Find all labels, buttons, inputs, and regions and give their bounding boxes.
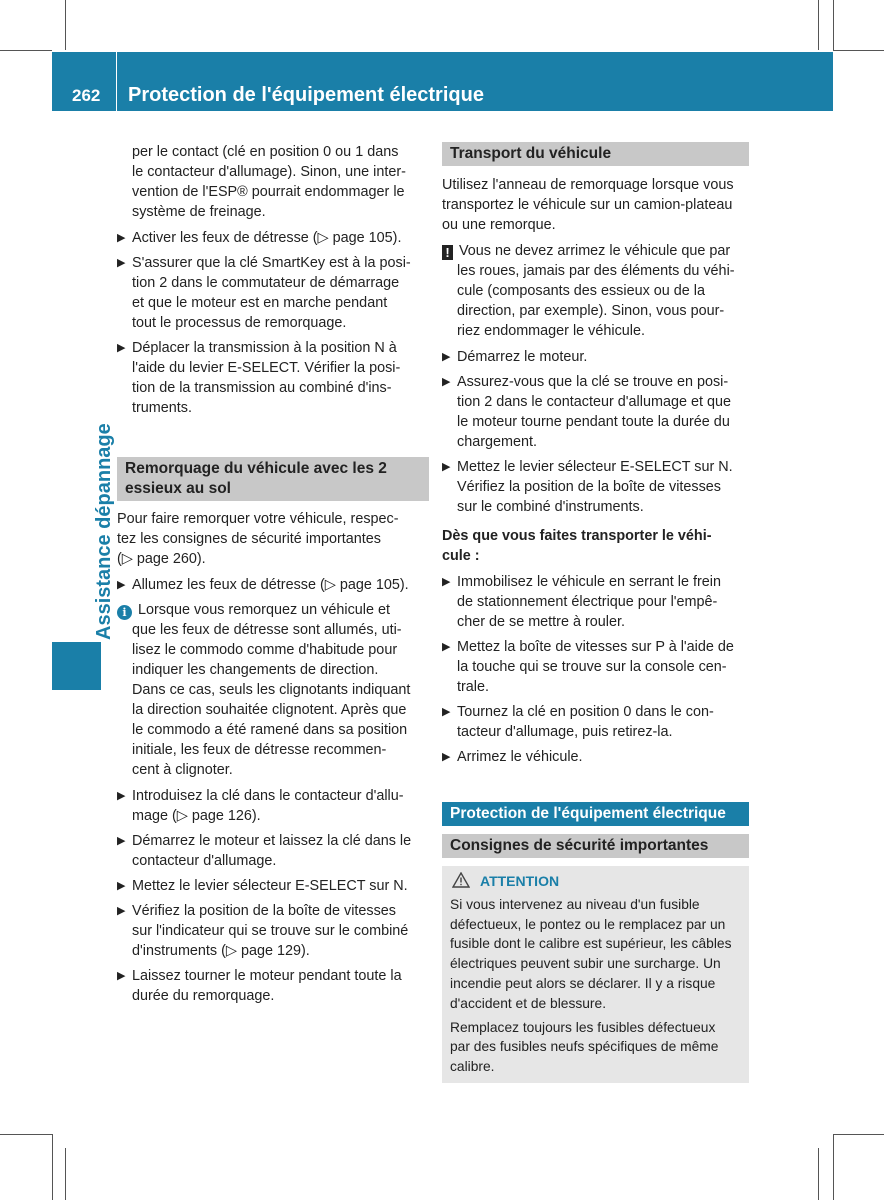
attention-heading bbox=[450, 872, 741, 892]
crop-mark bbox=[52, 1134, 53, 1200]
text-line: Tournez la clé en position 0 dans le con- bbox=[457, 704, 714, 720]
text-line: Introduisez la clé dans le contacteur d'allu- bbox=[132, 788, 404, 804]
warning-triangle-icon bbox=[452, 872, 470, 888]
text-line: la direction souhaitée clignotent. Après que bbox=[132, 702, 407, 718]
text-line: mage (▷ page 126). bbox=[132, 808, 261, 824]
crop-mark bbox=[833, 0, 834, 50]
intro-paragraph bbox=[117, 509, 425, 569]
text-line: riez endommager le véhicule. bbox=[457, 323, 645, 339]
text-line: système de freinage. bbox=[132, 204, 266, 220]
text-line: vention de l'ESP® pourrait endommager le bbox=[132, 184, 405, 200]
text-line: le moteur tourne pendant toute la durée du bbox=[457, 414, 730, 430]
crop-mark bbox=[833, 50, 884, 51]
step-item bbox=[117, 966, 425, 1006]
crop-mark bbox=[0, 50, 52, 51]
text-line: Mettez la boîte de vitesses sur P à l'aide de bbox=[457, 639, 734, 655]
text-line: Démarrez le moteur. bbox=[457, 349, 588, 365]
text-line: Remorquage du véhicule avec les 2 bbox=[125, 460, 387, 477]
attention-label: ATTENTION bbox=[480, 873, 560, 889]
text-line: Vérifiez la position de la boîte de vitesses bbox=[132, 903, 396, 919]
triangle-bullet-icon: ▶ bbox=[117, 790, 126, 802]
step-list bbox=[442, 572, 749, 767]
text-line: contacteur d'allumage. bbox=[132, 853, 277, 869]
text-line: que les feux de détresse sont allumés, uti- bbox=[132, 622, 402, 638]
text-line: les roues, jamais par des éléments du véhi- bbox=[457, 263, 735, 279]
step-item bbox=[442, 457, 749, 517]
text-line: Pour faire remorquer votre véhicule, respec- bbox=[117, 511, 399, 527]
text-line: la touche qui se trouve sur la console cen- bbox=[457, 659, 727, 675]
triangle-bullet-icon: ▶ bbox=[442, 706, 451, 718]
text-line: tout le processus de remorquage. bbox=[132, 315, 347, 331]
text-line: incendie peut alors se déclarer. Il y a risque bbox=[450, 975, 716, 991]
triangle-bullet-icon: ▶ bbox=[442, 641, 451, 653]
text-line: cher de se mettre à rouler. bbox=[457, 614, 625, 630]
attention-paragraph bbox=[450, 895, 741, 1014]
step-list bbox=[442, 347, 749, 517]
text-line: durée du remorquage. bbox=[132, 988, 275, 1004]
step-item bbox=[442, 702, 749, 742]
subheading bbox=[442, 526, 749, 566]
text-line: lisez le commodo comme d'habitude pour bbox=[132, 642, 398, 658]
triangle-bullet-icon: ▶ bbox=[117, 257, 126, 269]
section-heading: Protection de l'équipement électrique bbox=[442, 802, 749, 826]
text-line: tez les consignes de sécurité importantes bbox=[117, 531, 381, 547]
triangle-bullet-icon: ▶ bbox=[442, 461, 451, 473]
text-line: Laissez tourner le moteur pendant toute la bbox=[132, 968, 402, 984]
text-line: Remplacez toujours les fusibles défectueux bbox=[450, 1019, 716, 1035]
text-line: (▷ page 260). bbox=[117, 551, 206, 567]
text-line: défectueux, le pontez ou le remplacez par un bbox=[450, 916, 726, 932]
text-line: Démarrez le moteur et laissez la clé dans le bbox=[132, 833, 412, 849]
text-line: Activer les feux de détresse (▷ page 105). bbox=[132, 230, 402, 246]
page-title: Protection de l'équipement électrique bbox=[128, 84, 484, 106]
text-line: Mettez le levier sélecteur E-SELECT sur N. bbox=[132, 878, 408, 894]
text-line: d'accident et de blessure. bbox=[450, 995, 607, 1011]
triangle-bullet-icon: ▶ bbox=[442, 376, 451, 388]
section-heading: Transport du véhicule bbox=[442, 142, 749, 166]
step-item bbox=[117, 338, 425, 418]
triangle-bullet-icon: ▶ bbox=[442, 351, 451, 363]
step-item bbox=[117, 575, 425, 595]
text-line: ou une remorque. bbox=[442, 217, 556, 233]
step-item bbox=[117, 876, 425, 896]
text-line: trale. bbox=[457, 679, 489, 695]
triangle-bullet-icon: ▶ bbox=[442, 751, 451, 763]
text-line: transportez le véhicule sur un camion-plateau bbox=[442, 197, 733, 213]
step-item bbox=[442, 372, 749, 452]
info-icon: i bbox=[117, 605, 132, 620]
text-line: truments. bbox=[132, 400, 192, 416]
step-text: Allumez les feux de détresse (▷ page 105). bbox=[132, 577, 409, 593]
text-line: direction, par exemple). Sinon, vous pour- bbox=[457, 303, 725, 319]
triangle-bullet-icon: ▶ bbox=[117, 970, 126, 982]
text-line: Dès que vous faites transporter le véhi- bbox=[442, 528, 712, 544]
text-line: électriques peuvent subir une surcharge. Un bbox=[450, 956, 721, 972]
triangle-bullet-icon: ▶ bbox=[117, 880, 126, 892]
step-item bbox=[117, 253, 425, 333]
text-line: Vérifiez la position de la boîte de vitesses bbox=[457, 479, 721, 495]
attention-paragraph bbox=[450, 1018, 741, 1077]
text-line: cule (composants des essieux ou de la bbox=[457, 283, 705, 299]
text-line: per le contact (clé en position 0 ou 1 dans bbox=[132, 144, 399, 160]
text-line: tion 2 dans le contacteur d'allumage et que bbox=[457, 394, 731, 410]
intro-paragraph bbox=[442, 175, 749, 235]
text-line: S'assurer que la clé SmartKey est à la posi- bbox=[132, 255, 411, 271]
text-line: le commodo a été ramené dans sa position bbox=[132, 722, 408, 738]
text-line: Assurez-vous que la clé se trouve en posi- bbox=[457, 374, 729, 390]
text-line: Mettez le levier sélecteur E-SELECT sur N. bbox=[457, 459, 733, 475]
step-item bbox=[442, 347, 749, 367]
note-line: Lorsque vous remorquez un véhicule et bbox=[138, 602, 390, 618]
step-item bbox=[117, 228, 425, 248]
text-line: chargement. bbox=[457, 434, 537, 450]
text-line: Si vous intervenez au niveau d'un fusible bbox=[450, 896, 700, 912]
crop-mark bbox=[833, 1134, 834, 1200]
text-line: initiale, les feux de détresse recommen- bbox=[132, 742, 387, 758]
text-line: cent à clignoter. bbox=[132, 762, 233, 778]
crop-mark bbox=[818, 1148, 819, 1200]
page-number: 262 bbox=[72, 86, 101, 105]
attention-box bbox=[442, 866, 749, 1083]
side-tab-marker bbox=[52, 642, 101, 690]
warning-note bbox=[442, 241, 749, 341]
triangle-bullet-icon: ▶ bbox=[117, 232, 126, 244]
text-line: le contacteur d'allumage). Sinon, une inter- bbox=[132, 164, 406, 180]
section-heading bbox=[117, 457, 429, 501]
step-item bbox=[442, 572, 749, 632]
step-item bbox=[117, 831, 425, 871]
text-line: Déplacer la transmission à la position N à bbox=[132, 340, 397, 356]
text-line: par des fusibles neufs spécifiques de même bbox=[450, 1039, 719, 1055]
crop-mark bbox=[0, 1134, 52, 1135]
text-line: sur le combiné d'instruments. bbox=[457, 499, 644, 515]
text-line: fusible dont le calibre est supérieur, les câbles bbox=[450, 936, 732, 952]
text-line: indiquer les changements de direction. bbox=[132, 662, 379, 678]
text-line: essieux au sol bbox=[125, 480, 231, 497]
text-line: d'instruments (▷ page 129). bbox=[132, 943, 310, 959]
step-list bbox=[117, 228, 425, 418]
step-item bbox=[442, 637, 749, 697]
text-line: Arrimez le véhicule. bbox=[457, 749, 583, 765]
text-line: Dans ce cas, seuls les clignotants indiquant bbox=[132, 682, 411, 698]
continued-paragraph bbox=[117, 142, 425, 222]
text-line: Utilisez l'anneau de remorquage lorsque vous bbox=[442, 177, 734, 193]
side-tab-label: Assistance dépannage bbox=[93, 423, 115, 640]
step-list bbox=[117, 786, 425, 1006]
text-line: sur l'indicateur qui se trouve sur le combiné bbox=[132, 923, 409, 939]
right-column bbox=[442, 142, 749, 1083]
crop-mark bbox=[65, 0, 66, 50]
crop-mark bbox=[833, 1134, 884, 1135]
header-separator bbox=[116, 52, 117, 111]
text-line: tacteur d'allumage, puis retirez-la. bbox=[457, 724, 673, 740]
triangle-bullet-icon: ▶ bbox=[117, 835, 126, 847]
warning-icon: ! bbox=[442, 245, 453, 260]
text-line: calibre. bbox=[450, 1059, 495, 1075]
step-item bbox=[117, 901, 425, 961]
text-line: tion de la transmission au combiné d'ins- bbox=[132, 380, 392, 396]
text-line: tion 2 dans le commutateur de démarrage bbox=[132, 275, 400, 291]
section-heading: Consignes de sécurité importantes bbox=[442, 834, 749, 858]
crop-mark bbox=[818, 0, 819, 50]
triangle-bullet-icon: ▶ bbox=[442, 576, 451, 588]
note-line: Vous ne devez arrimez le véhicule que par bbox=[459, 243, 731, 259]
triangle-bullet-icon: ▶ bbox=[117, 905, 126, 917]
header-rule bbox=[52, 110, 833, 111]
text-line: cule : bbox=[442, 548, 480, 564]
triangle-bullet-icon: ▶ bbox=[117, 579, 126, 591]
text-line: et que le moteur est en marche pendant bbox=[132, 295, 388, 311]
text-line: Immobilisez le véhicule en serrant le frein bbox=[457, 574, 721, 590]
info-note bbox=[117, 600, 425, 780]
triangle-bullet-icon: ▶ bbox=[117, 342, 126, 354]
text-line: de stationnement électrique pour l'empê- bbox=[457, 594, 718, 610]
step-item bbox=[442, 747, 749, 767]
crop-mark bbox=[65, 1148, 66, 1200]
text-line: l'aide du levier E-SELECT. Vérifier la posi- bbox=[132, 360, 401, 376]
left-column bbox=[117, 142, 425, 1011]
step-item bbox=[117, 786, 425, 826]
